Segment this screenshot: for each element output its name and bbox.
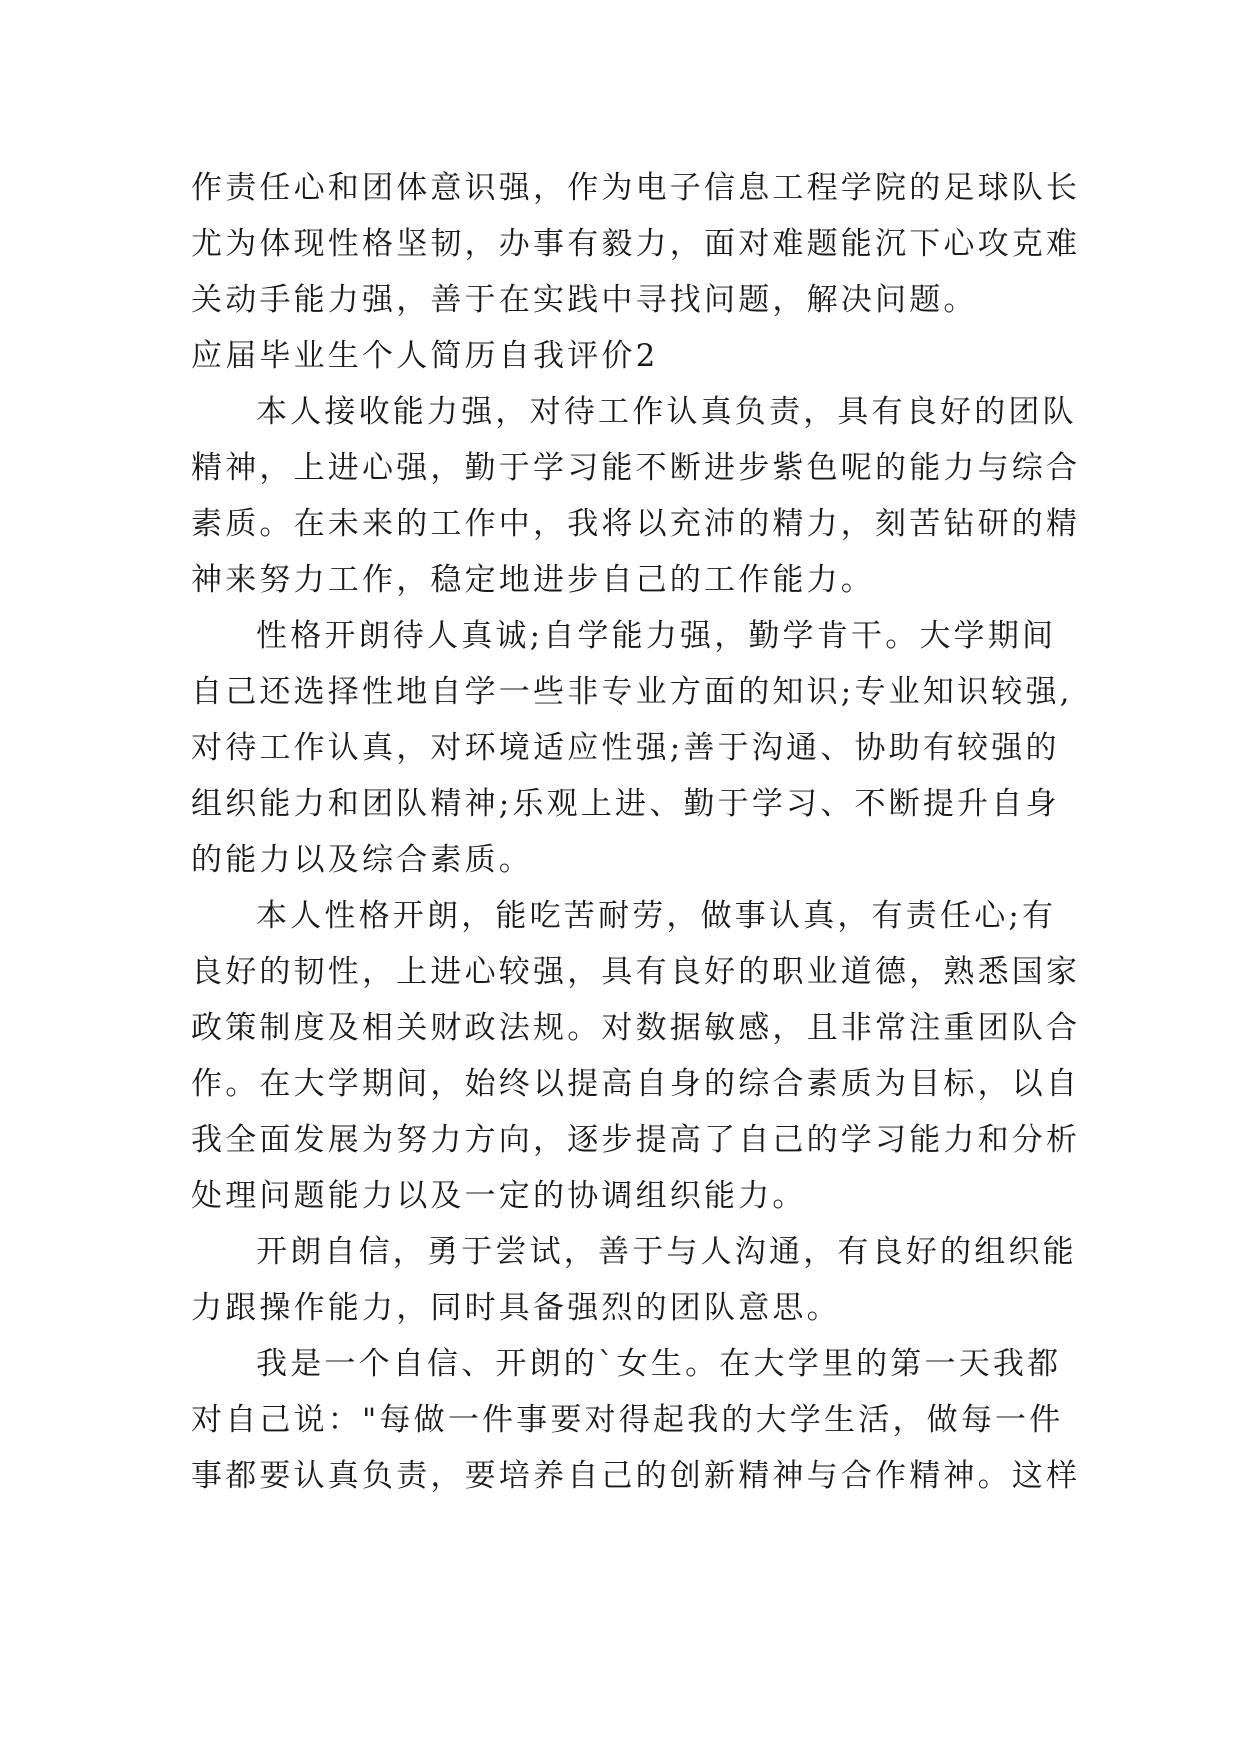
text-line: 素质。在未来的工作中，我将以充沛的精力，刻苦钻研的精 bbox=[191, 506, 1081, 542]
paragraph-first-line: 开朗自信，勇于尝试，善于与人沟通，有良好的组织能 bbox=[256, 1234, 1077, 1270]
text-line: 组织能力和团队精神;乐观上进、勤于学习、不断提升自身 bbox=[191, 786, 1060, 822]
text-line: 力跟操作能力，同时具备强烈的团队意思。 bbox=[191, 1290, 841, 1326]
text-line: 的能力以及综合素质。 bbox=[191, 842, 533, 878]
text-line: 作责任心和团体意识强，作为电子信息工程学院的足球队长 bbox=[191, 170, 1081, 206]
paragraph-first-line: 本人性格开朗，能吃苦耐劳，做事认真，有责任心;有 bbox=[256, 898, 1057, 934]
text-line: 良好的韧性，上进心较强，具有良好的职业道德，熟悉国家 bbox=[191, 954, 1081, 990]
text-line: 对待工作认真，对环境适应性强;善于沟通、协助有较强的 bbox=[191, 730, 1060, 766]
paragraph-first-line: 我是一个自信、开朗的`女生。在大学里的第一天我都 bbox=[256, 1346, 1062, 1382]
text-line: 关动手能力强，善于在实践中寻找问题，解决问题。 bbox=[191, 282, 978, 318]
document-body bbox=[191, 160, 1081, 1504]
text-line: 处理问题能力以及一定的协调组织能力。 bbox=[191, 1178, 807, 1214]
text-line: 尤为体现性格坚韧，办事有毅力，面对难题能沉下心攻克难 bbox=[191, 226, 1081, 262]
text-line: 事都要认真负责，要培养自己的创新精神与合作精神。这样 bbox=[191, 1458, 1081, 1494]
text-line: 作。在大学期间，始终以提高自身的综合素质为目标，以自 bbox=[191, 1066, 1081, 1102]
text-line: 政策制度及相关财政法规。对数据敏感，且非常注重团队合 bbox=[191, 1010, 1081, 1046]
section-heading: 应届毕业生个人简历自我评价2 bbox=[191, 338, 659, 374]
text-line: 对自己说："每做一件事要对得起我的大学生活，做每一件 bbox=[191, 1402, 1064, 1438]
paragraph-first-line: 本人接收能力强，对待工作认真负责，具有良好的团队 bbox=[256, 394, 1077, 430]
paragraph-first-line: 性格开朗待人真诚;自学能力强，勤学肯干。大学期间 bbox=[256, 618, 1057, 654]
text-line: 自己还选择性地自学一些非专业方面的知识;专业知识较强, bbox=[191, 674, 1073, 710]
text-line: 神来努力工作，稳定地进步自己的工作能力。 bbox=[191, 562, 875, 598]
text-line: 精神，上进心强，勤于学习能不断进步紫色呢的能力与综合 bbox=[191, 450, 1081, 486]
text-line: 我全面发展为努力方向，逐步提高了自己的学习能力和分析 bbox=[191, 1122, 1081, 1158]
